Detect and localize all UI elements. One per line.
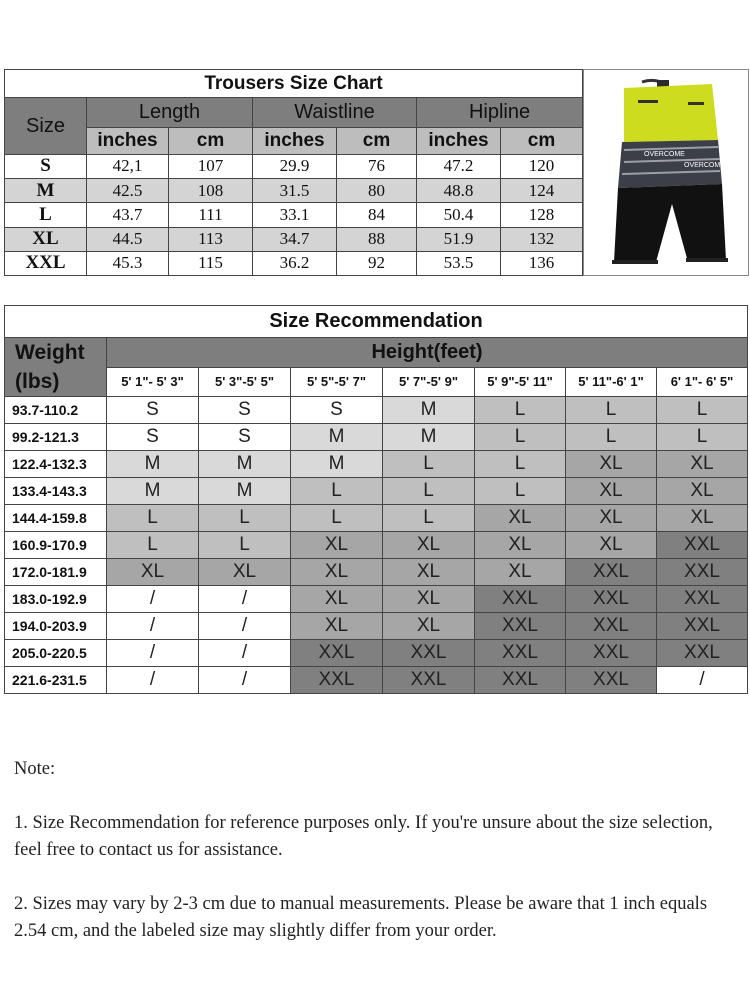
recommended-size-cell: XL [107, 559, 199, 586]
recommended-size-cell: L [566, 424, 657, 451]
recommended-size-cell: L [107, 505, 199, 532]
weight-range-cell: 93.7-110.2 [5, 397, 107, 424]
measurement-cell: 92 [337, 251, 417, 275]
size-chart-table [4, 69, 583, 276]
notes-section [14, 756, 740, 972]
unit-header: inches [87, 127, 169, 154]
recommendation-row [5, 640, 748, 667]
recommended-size-cell: M [291, 424, 383, 451]
weight-label: Weight [15, 341, 85, 365]
recommended-size-cell: / [107, 666, 199, 693]
recommended-size-cell: XL [291, 559, 383, 586]
size-chart-row [5, 203, 583, 227]
measurement-cell: 34.7 [253, 227, 337, 251]
measurement-cell: 128 [501, 203, 583, 227]
recommended-size-cell: XL [566, 532, 657, 559]
recommendation-row [5, 613, 748, 640]
height-column-header: 5' 7"-5' 9" [383, 367, 475, 397]
measurement-cell: 51.9 [417, 227, 501, 251]
recommended-size-cell: XXL [566, 586, 657, 613]
recommended-size-cell: M [199, 451, 291, 478]
weight-unit-label: (lbs) [15, 370, 60, 394]
size-recommendation-table [4, 305, 748, 694]
recommended-size-cell: S [107, 424, 199, 451]
length-header: Length [87, 98, 253, 127]
measurement-cell: 53.5 [417, 251, 501, 275]
size-chart-row [5, 227, 583, 251]
height-column-header: 5' 3"-5' 5" [199, 367, 291, 397]
trousers-icon [584, 70, 748, 275]
measurement-cell: 115 [169, 251, 253, 275]
measurement-cell: 111 [169, 203, 253, 227]
recommended-size-cell: L [566, 397, 657, 424]
recommended-size-cell: XL [199, 559, 291, 586]
size-label-cell: M [5, 179, 87, 203]
weight-range-cell: 183.0-192.9 [5, 586, 107, 613]
recommended-size-cell: XL [657, 478, 748, 505]
recommended-size-cell: / [107, 586, 199, 613]
weight-range-cell: 205.0-220.5 [5, 640, 107, 667]
recommended-size-cell: XXL [475, 666, 566, 693]
recommended-size-cell: XL [291, 586, 383, 613]
measurement-cell: 88 [337, 227, 417, 251]
recommended-size-cell: / [199, 640, 291, 667]
recommended-size-cell: XXL [475, 640, 566, 667]
height-header: Height(feet) [107, 338, 748, 368]
recommended-size-cell: S [199, 424, 291, 451]
recommended-size-cell: XXL [657, 559, 748, 586]
height-column-header: 5' 1"- 5' 3" [107, 367, 199, 397]
recommended-size-cell: XL [566, 478, 657, 505]
print-text: OVERCOME [644, 151, 685, 158]
recommended-size-cell: M [291, 451, 383, 478]
recommended-size-cell: L [291, 505, 383, 532]
recommended-size-cell: / [199, 613, 291, 640]
recommended-size-cell: L [291, 478, 383, 505]
weight-range-cell: 221.6-231.5 [5, 666, 107, 693]
product-image [583, 69, 749, 276]
recommended-size-cell: / [657, 666, 748, 693]
measurement-cell: 80 [337, 179, 417, 203]
weight-range-cell: 160.9-170.9 [5, 532, 107, 559]
recommended-size-cell: XL [566, 451, 657, 478]
measurement-cell: 45.3 [87, 251, 169, 275]
size-label-cell: XXL [5, 251, 87, 275]
recommended-size-cell: S [199, 397, 291, 424]
recommended-size-cell: M [383, 397, 475, 424]
recommended-size-cell: XXL [657, 613, 748, 640]
measurement-cell: 84 [337, 203, 417, 227]
height-column-header: 5' 11"-6' 1" [566, 367, 657, 397]
unit-header: inches [253, 127, 337, 154]
measurement-cell: 120 [501, 154, 583, 178]
recommended-size-cell: L [199, 505, 291, 532]
size-label-cell: XL [5, 227, 87, 251]
recommendation-row [5, 397, 748, 424]
recommendation-title: Size Recommendation [5, 306, 748, 338]
recommendation-row [5, 424, 748, 451]
recommended-size-cell: L [475, 451, 566, 478]
measurement-cell: 43.7 [87, 203, 169, 227]
recommended-size-cell: XL [291, 613, 383, 640]
recommended-size-cell: L [383, 478, 475, 505]
measurement-cell: 47.2 [417, 154, 501, 178]
print-text: OVERCOME [684, 162, 725, 169]
size-chart-row [5, 154, 583, 178]
recommended-size-cell: / [107, 640, 199, 667]
recommended-size-cell: L [199, 532, 291, 559]
size-label-cell: L [5, 203, 87, 227]
recommended-size-cell: XL [475, 559, 566, 586]
note-item: 1. Size Recommendation for reference purposes only. If you're unsure about the size selection, feel free to contact us for assistance. [14, 813, 713, 860]
notes-heading: Note: [14, 759, 56, 779]
recommended-size-cell: XXL [291, 640, 383, 667]
recommended-size-cell: XL [657, 505, 748, 532]
measurement-cell: 42,1 [87, 154, 169, 178]
measurement-cell: 29.9 [253, 154, 337, 178]
hipline-header: Hipline [417, 98, 583, 127]
measurement-cell: 136 [501, 251, 583, 275]
recommended-size-cell: L [475, 478, 566, 505]
recommended-size-cell: XXL [566, 666, 657, 693]
measurement-cell: 107 [169, 154, 253, 178]
size-chart-row [5, 251, 583, 275]
recommendation-row [5, 559, 748, 586]
recommended-size-cell: L [475, 397, 566, 424]
waistline-header: Waistline [253, 98, 417, 127]
recommended-size-cell: XL [291, 532, 383, 559]
weight-range-cell: 144.4-159.8 [5, 505, 107, 532]
recommendation-row [5, 586, 748, 613]
weight-range-cell: 194.0-203.9 [5, 613, 107, 640]
measurement-cell: 33.1 [253, 203, 337, 227]
measurement-cell: 76 [337, 154, 417, 178]
note-item: 2. Sizes may vary by 2-3 cm due to manual measurements. Please be aware that 1 inch equals 2.54 cm, and the labeled size may slightly differ from your order. [14, 894, 708, 941]
measurement-cell: 113 [169, 227, 253, 251]
recommended-size-cell: M [107, 451, 199, 478]
recommendation-row [5, 666, 748, 693]
recommendation-row [5, 478, 748, 505]
recommended-size-cell: XXL [475, 613, 566, 640]
recommended-size-cell: XXL [566, 640, 657, 667]
measurement-cell: 132 [501, 227, 583, 251]
unit-header: inches [417, 127, 501, 154]
recommended-size-cell: S [107, 397, 199, 424]
weight-range-cell: 122.4-132.3 [5, 451, 107, 478]
size-column-header: Size [5, 98, 87, 155]
recommendation-row [5, 505, 748, 532]
recommended-size-cell: XL [383, 559, 475, 586]
recommended-size-cell: XXL [657, 640, 748, 667]
recommended-size-cell: L [657, 424, 748, 451]
recommended-size-cell: / [199, 586, 291, 613]
size-chart-row [5, 179, 583, 203]
size-chart-title: Trousers Size Chart [5, 70, 583, 98]
recommended-size-cell: L [475, 424, 566, 451]
measurement-cell: 48.8 [417, 179, 501, 203]
recommended-size-cell: M [383, 424, 475, 451]
recommended-size-cell: / [107, 613, 199, 640]
recommended-size-cell: XL [657, 451, 748, 478]
measurement-cell: 31.5 [253, 179, 337, 203]
measurement-cell: 50.4 [417, 203, 501, 227]
recommended-size-cell: XL [383, 532, 475, 559]
recommended-size-cell: XXL [657, 532, 748, 559]
recommended-size-cell: M [199, 478, 291, 505]
recommended-size-cell: XXL [291, 666, 383, 693]
recommended-size-cell: XXL [657, 586, 748, 613]
recommended-size-cell: XL [475, 505, 566, 532]
recommended-size-cell: XL [566, 505, 657, 532]
recommended-size-cell: L [383, 505, 475, 532]
recommended-size-cell: L [383, 451, 475, 478]
recommended-size-cell: XL [475, 532, 566, 559]
recommended-size-cell: L [657, 397, 748, 424]
recommended-size-cell: XXL [383, 666, 475, 693]
measurement-cell: 42.5 [87, 179, 169, 203]
recommended-size-cell: / [199, 666, 291, 693]
measurement-cell: 36.2 [253, 251, 337, 275]
unit-header: cm [501, 127, 583, 154]
height-column-header: 5' 5"-5' 7" [291, 367, 383, 397]
recommended-size-cell: M [107, 478, 199, 505]
weight-range-cell: 133.4-143.3 [5, 478, 107, 505]
recommended-size-cell: XXL [566, 559, 657, 586]
measurement-cell: 44.5 [87, 227, 169, 251]
recommended-size-cell: XXL [383, 640, 475, 667]
measurement-cell: 108 [169, 179, 253, 203]
measurement-cell: 124 [501, 179, 583, 203]
recommended-size-cell: XXL [566, 613, 657, 640]
weight-header [5, 338, 107, 397]
unit-header: cm [337, 127, 417, 154]
size-label-cell: S [5, 154, 87, 178]
recommended-size-cell: L [107, 532, 199, 559]
unit-header: cm [169, 127, 253, 154]
weight-range-cell: 172.0-181.9 [5, 559, 107, 586]
recommendation-row [5, 451, 748, 478]
recommendation-row [5, 532, 748, 559]
recommended-size-cell: S [291, 397, 383, 424]
recommended-size-cell: XL [383, 613, 475, 640]
height-column-header: 6' 1"- 6' 5" [657, 367, 748, 397]
recommended-size-cell: XL [383, 586, 475, 613]
height-column-header: 5' 9"-5' 11" [475, 367, 566, 397]
weight-range-cell: 99.2-121.3 [5, 424, 107, 451]
recommended-size-cell: XXL [475, 586, 566, 613]
